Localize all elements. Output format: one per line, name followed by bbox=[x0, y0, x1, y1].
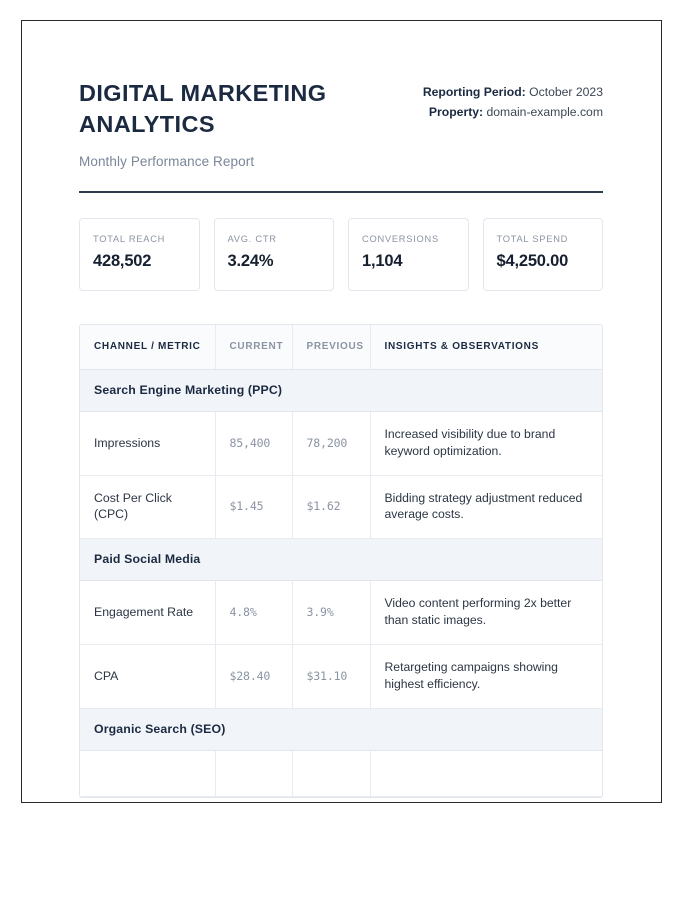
section-header-row bbox=[80, 708, 603, 750]
table-header-row bbox=[80, 325, 603, 370]
table-row bbox=[80, 750, 603, 797]
property-value: domain-example.com bbox=[483, 104, 603, 119]
row-metric: Cost Per Click (CPC) bbox=[80, 475, 215, 539]
table-row bbox=[80, 581, 603, 645]
section-title: Paid Social Media bbox=[80, 539, 603, 581]
table-body bbox=[80, 370, 603, 797]
kpi-card-conversions bbox=[348, 218, 469, 291]
kpi-card-avg-ctr bbox=[214, 218, 335, 291]
kpi-value: 3.24% bbox=[227, 251, 274, 270]
row-previous: $31.10 bbox=[292, 644, 370, 708]
row-insight bbox=[370, 750, 603, 797]
section-header-row bbox=[80, 370, 603, 412]
header-meta-block bbox=[413, 78, 603, 123]
property bbox=[413, 103, 603, 123]
reporting-period bbox=[413, 83, 603, 103]
reporting-period-value: October 2023 bbox=[525, 85, 603, 99]
row-previous: $1.62 bbox=[292, 475, 370, 539]
kpi-card-total-spend bbox=[483, 218, 604, 291]
report-page bbox=[21, 20, 662, 803]
kpi-label: CONVERSIONS bbox=[362, 233, 439, 244]
row-insight: Bidding strategy adjustment reduced average costs. bbox=[370, 475, 603, 539]
kpi-label: TOTAL REACH bbox=[93, 233, 166, 244]
row-current: $1.45 bbox=[215, 475, 292, 539]
report-content bbox=[22, 21, 661, 798]
column-header-previous: PREVIOUS bbox=[292, 325, 370, 370]
row-insight: Increased visibility due to brand keyword optimization. bbox=[370, 412, 603, 476]
row-previous: 78,200 bbox=[292, 412, 370, 476]
page-title: DIGITAL MARKETING ANALYTICS bbox=[79, 80, 327, 138]
section-title: Organic Search (SEO) bbox=[80, 708, 603, 750]
section-header-row bbox=[80, 539, 603, 581]
table-head bbox=[80, 325, 603, 370]
row-metric bbox=[80, 750, 215, 797]
reporting-period-label: Reporting Period: bbox=[422, 85, 526, 99]
kpi-card-total-reach bbox=[79, 218, 200, 291]
kpi-value: $4,250.00 bbox=[496, 251, 569, 270]
metrics-table-wrapper bbox=[79, 324, 603, 799]
row-insight: Video content performing 2x better than static images. bbox=[370, 581, 603, 645]
column-header-channel-metric: CHANNEL / METRIC bbox=[80, 325, 215, 370]
row-metric: Engagement Rate bbox=[80, 581, 215, 645]
column-header-current: CURRENT bbox=[215, 325, 292, 370]
report-header bbox=[79, 78, 603, 169]
section-title: Search Engine Marketing (PPC) bbox=[80, 370, 603, 412]
row-current: 4.8% bbox=[215, 581, 292, 645]
table-row bbox=[80, 475, 603, 539]
table-row bbox=[80, 644, 603, 708]
row-metric: Impressions bbox=[80, 412, 215, 476]
row-current: 85,400 bbox=[215, 412, 292, 476]
kpi-label: TOTAL SPEND bbox=[496, 233, 569, 244]
row-previous bbox=[292, 750, 370, 797]
row-current bbox=[215, 750, 292, 797]
property-label: Property: bbox=[428, 104, 484, 119]
row-insight: Retargeting campaigns showing highest efficiency. bbox=[370, 644, 603, 708]
row-metric: CPA bbox=[80, 644, 215, 708]
row-previous: 3.9% bbox=[292, 581, 370, 645]
header-title-block bbox=[79, 78, 399, 169]
kpi-label: AVG. CTR bbox=[227, 233, 277, 244]
column-header-insights: INSIGHTS & OBSERVATIONS bbox=[370, 325, 603, 370]
kpi-card-group bbox=[79, 218, 603, 291]
header-divider bbox=[79, 191, 603, 193]
table-row bbox=[80, 412, 603, 476]
kpi-value: 428,502 bbox=[93, 251, 152, 270]
kpi-value: 1,104 bbox=[362, 251, 403, 270]
page-subtitle: Monthly Performance Report bbox=[79, 153, 255, 169]
row-current: $28.40 bbox=[215, 644, 292, 708]
metrics-table bbox=[80, 325, 603, 798]
